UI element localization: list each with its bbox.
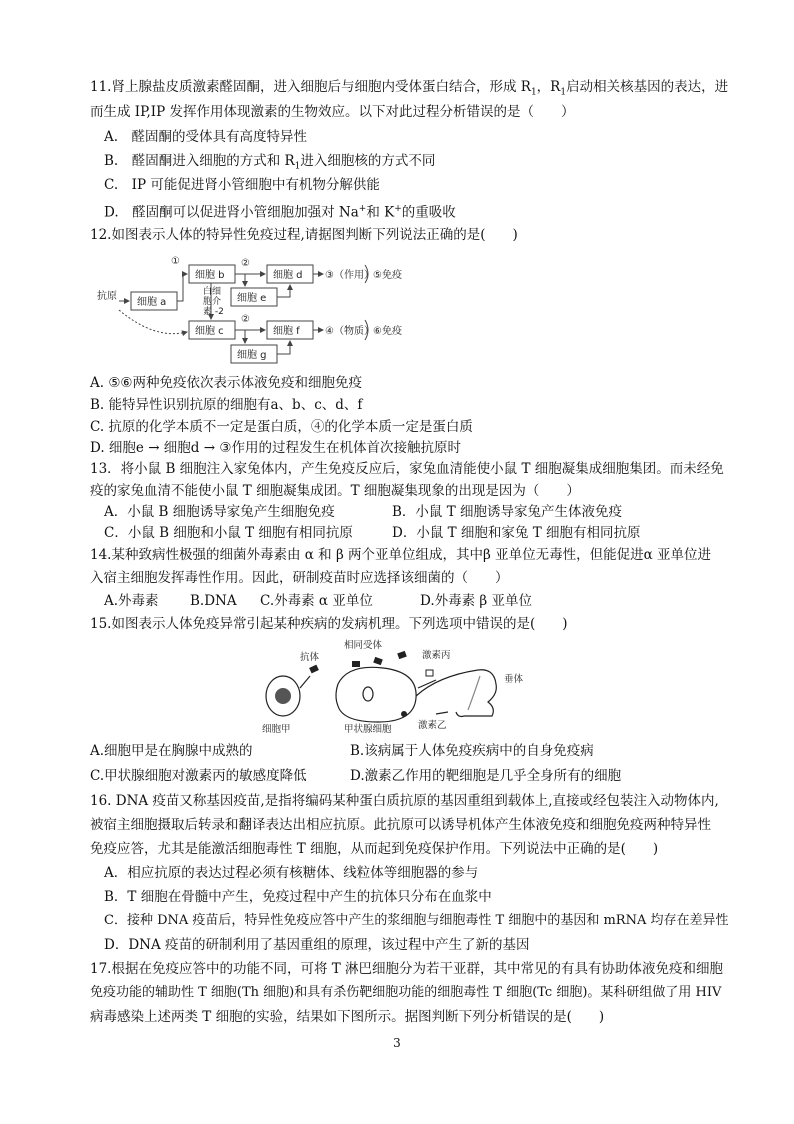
- il2-label-2: 胞介: [203, 297, 222, 307]
- q12-option-a: A. ⑤⑥两种免疫依次表示体液免疫和细胞免疫: [90, 375, 363, 391]
- q11-option-a: A. 醛固酮的受体具有高度特异性: [104, 129, 308, 145]
- q15-stem: 15.如图表示人体免疫异常引起某种疾病的发病机理。下列选项中错误的是( ): [90, 616, 568, 632]
- q11-stem-line2: 而生成 IP,IP 发挥作用体现激素的生物效应。以下对此过程分析错误的是（ ）: [90, 104, 575, 120]
- q15-option-a: A.细胞甲是在胸腺中成熟的: [90, 743, 253, 759]
- immunity-6: ⑥免疫: [373, 326, 402, 337]
- q12-option-c: C. 抗原的化学本质不一定是蛋白质，④的化学本质一定是蛋白质: [90, 419, 473, 435]
- q14-option-d: D.外毒素 β 亚单位: [420, 593, 533, 609]
- cell-jia-label: 细胞甲: [262, 724, 291, 735]
- q17-stem-line3: 病毒感染上述两类 T 细胞的实验，结果如下图所示。据图判断下列分析错误的是( ): [90, 1009, 605, 1025]
- q12-option-b: B. 能特异性识别抗原的细胞有a、b、c、d、f: [90, 397, 363, 413]
- receptor-mark-1: [352, 661, 360, 667]
- output-4: ④（物质）: [325, 326, 374, 337]
- thyroid-label: 甲状腺细胞: [344, 724, 392, 735]
- q12-stem: 12.如图表示人体的特异性免疫过程,请据图判断下列说法正确的是( ): [90, 227, 518, 243]
- step-2-bottom: ②: [241, 314, 250, 325]
- antibody-label: 抗体: [300, 652, 320, 663]
- q16-stem-line2: 被宿主细胞摄取后转录和翻译表达出相应抗原。此抗原可以诱导机体产生体液免疫和细胞免疫两种特异性: [90, 817, 711, 833]
- antibody-arrow: [300, 676, 310, 688]
- cell-e-label: 细胞 e: [237, 293, 267, 304]
- q15-option-c: C.甲状腺细胞对激素丙的敏感度降低: [90, 768, 307, 784]
- cell-jia-nucleus: [275, 688, 291, 704]
- q16-option-d: D．DNA 疫苗的研制利用了基因重组的原理，该过程中产生了新的基因: [104, 937, 530, 953]
- cell-a-label: 细胞 a: [137, 297, 167, 308]
- page-number: 3: [393, 1036, 401, 1050]
- cell-f-label: 细胞 f: [273, 326, 300, 337]
- pituitary-outline: [416, 670, 496, 716]
- q16-stem-line1: 16. DNA 疫苗又称基因疫苗,是指将编码某种蛋白质抗原的基因重组到载体上,直接或经包装注入动物体内,: [90, 793, 719, 809]
- output-3: ③（作用）: [325, 270, 374, 281]
- q16-option-b: B．T 细胞在骨髓中产生，免疫过程中产生的抗体只分布在血浆中: [104, 889, 492, 905]
- pituitary-label: 垂体: [504, 674, 524, 685]
- q14-option-b: B.DNA: [190, 593, 237, 609]
- cell-b-label: 细胞 b: [195, 270, 225, 281]
- q16-option-a: A．相应抗原的表达过程必须有核糖体、线粒体等细胞器的参与: [104, 865, 479, 881]
- receptor-label: 相同受体: [344, 640, 383, 651]
- antigen-label: 抗原: [97, 291, 117, 302]
- step-1: ①: [171, 256, 180, 267]
- hormone-b-label: 激素乙: [418, 720, 447, 731]
- il2-label-1: 白细: [203, 287, 222, 297]
- il2-label-3: 素 -2: [203, 307, 224, 317]
- q13-stem-line1: 13．将小鼠 B 细胞注入家兔体内，产生免疫反应后，家兔血清能使小鼠 T 细胞凝集成细胞集团。而未经免: [90, 461, 724, 477]
- q13-stem-line2: 疫的家兔血清不能使小鼠 T 细胞凝集成团。T 细胞凝集现象的出现是因为（ ）: [90, 483, 580, 499]
- cell-g-label: 细胞 g: [237, 350, 267, 361]
- q11-option-d: D. 醛固酮可以促进肾小管细胞加强对 Na+和 K+的重吸收: [104, 204, 456, 221]
- q13-option-b: B．小鼠 T 细胞诱导家兔产生体液免疫: [392, 504, 623, 520]
- q12-option-d: D. 细胞e → 细胞d → ③作用的过程发生在机体首次接触抗原时: [90, 440, 461, 456]
- hormone-c-label: 激素丙: [422, 650, 451, 661]
- q14-option-a: A.外毒素: [104, 593, 159, 609]
- q15-option-b: B.该病属于人体免疫疾病中的自身免疫病: [350, 743, 594, 759]
- receptor-mark-2: [373, 657, 383, 665]
- hormone-b-dot: [401, 711, 407, 717]
- q15-thyroid-diagram: [258, 636, 528, 736]
- q13-option-d: D．小鼠 T 细胞和家兔 T 细胞有相同抗原: [392, 525, 641, 541]
- q15-option-d: D.激素乙作用的靶细胞是几乎全身所有的细胞: [350, 768, 622, 784]
- q11-stem-line1: 11.肾上腺盐皮质激素醛固酮，进入细胞后与细胞内受体蛋白结合，形成 $R_1$，$R_1$启动相关核基因的表达，进: [90, 79, 729, 98]
- q17-stem-line1: 17.根据在免疫应答中的功能不同，可将 T 淋巴细胞分为若干亚群，其中常见的有具有协助体液免疫和细胞: [90, 961, 724, 977]
- step-2-top: ②: [241, 258, 250, 269]
- q16-stem-line3: 免疫应答，尤其是能激活细胞毒性 T 细胞，从而起到免疫保护作用。下列说法中正确的是( ): [90, 841, 659, 857]
- q14-stem-line1: 14.某种致病性极强的细菌外毒素由 α 和 β 两个亚单位组成，其中β 亚单位无毒性，但能促进α 亚单位进: [90, 547, 712, 563]
- hormone-b-arrow: [436, 712, 448, 714]
- q14-stem-line2: 入宿主细胞发挥毒性作用。因此，研制疫苗时应选择该细菌的（ ）: [90, 570, 509, 586]
- antibody-mark-1: [309, 665, 319, 674]
- q11-option-c: C. IP 可能促进肾小管细胞中有机物分解供能: [104, 177, 380, 193]
- q11-option-b: B. 醛固酮进入细胞的方式和 $R_1$进入细胞核的方式不同: [104, 153, 436, 172]
- hormone-c-mark: [426, 670, 433, 676]
- receptor-mark-3: [397, 651, 407, 659]
- cell-d-label: 细胞 d: [273, 270, 303, 281]
- thyroid-nucleus: [363, 687, 373, 701]
- q17-stem-line2: 免疫功能的辅助性 T 细胞(Th 细胞)和具有杀伤靶细胞功能的细胞毒性 T 细胞(Tc 细胞)。某科研组做了用 HIV: [90, 985, 722, 1000]
- cell-c-label: 细胞 c: [195, 326, 224, 337]
- q13-option-a: A．小鼠 B 细胞诱导家兔产生细胞免疫: [104, 504, 335, 520]
- q12-immune-diagram: [95, 252, 425, 367]
- q14-option-c: C.外毒素 α 亚单位: [260, 593, 373, 609]
- q16-option-c: C．接种 DNA 疫苗后，特异性免疫应答中产生的浆细胞与细胞毒性 T 细胞中的基因和 mRNA 均存在差异性: [104, 913, 729, 928]
- q13-option-c: C．小鼠 B 细胞和小鼠 T 细胞有相同抗原: [104, 525, 353, 541]
- immunity-5: ⑤免疫: [373, 270, 402, 281]
